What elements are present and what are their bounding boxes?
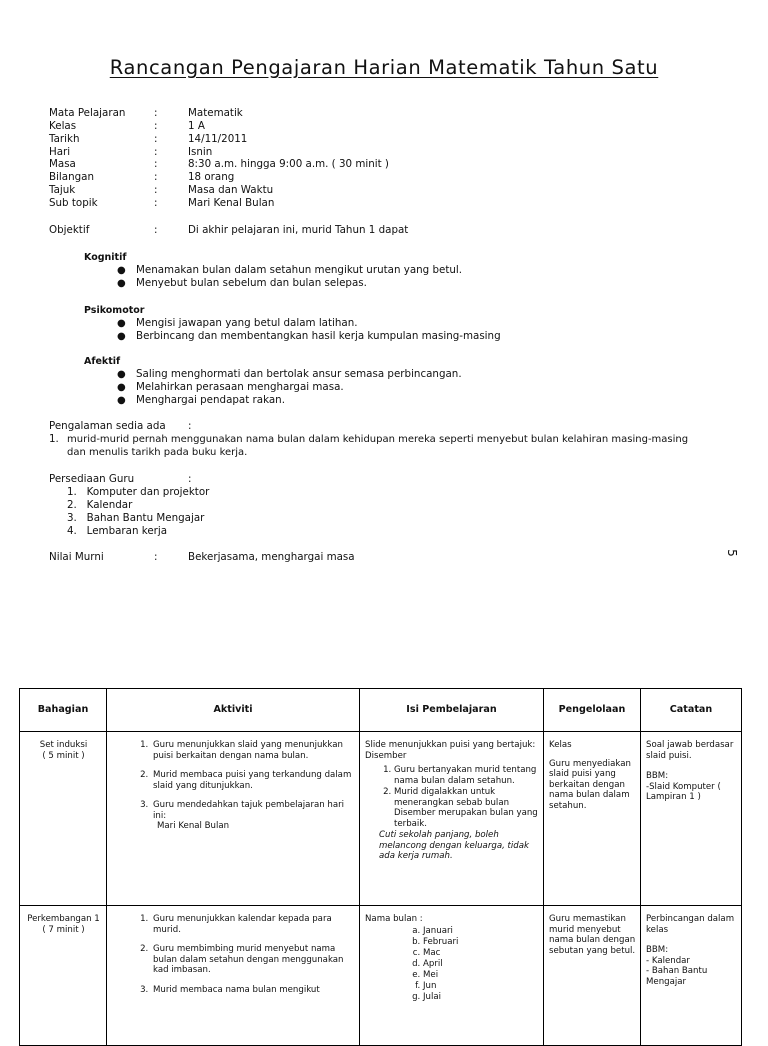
table-header-row	[20, 689, 742, 732]
bullet-icon: ●	[117, 382, 126, 393]
info-sep: :	[154, 184, 158, 196]
list-item: 3. Murid membaca nama bulan mengikut	[151, 985, 355, 996]
bullet-icon: ●	[117, 318, 126, 329]
persediaan-sep: :	[188, 473, 192, 485]
bullet-item: ● Menyebut bulan sebelum dan bulan selepas.	[117, 277, 367, 289]
section-cell: Set induksi ( 5 minit )	[20, 732, 107, 906]
activity-list	[112, 914, 355, 995]
info-value: 8:30 a.m. hingga 9:00 a.m. ( 30 minit )	[188, 158, 389, 170]
objektif-value: Di akhir pelajaran ini, murid Tahun 1 dapat	[188, 224, 409, 236]
list-item: 1. Guru bertanyakan murid tentang nama bulan dalam setahun.	[394, 765, 539, 786]
pengalaman-sep: :	[188, 420, 192, 432]
info-sep: :	[154, 197, 158, 209]
table-row	[20, 732, 742, 906]
info-sep: :	[154, 171, 158, 183]
bullet-item: ● Menghargai pendapat rakan.	[117, 394, 285, 406]
list-item: 2. Guru membimbing murid menyebut nama bulan dalam setahun dengan menggunakan kad imbasan.	[151, 944, 355, 976]
bullet-item: ● Melahirkan perasaan menghargai masa.	[117, 381, 344, 393]
info-label: Hari	[49, 146, 71, 158]
content-list	[365, 765, 539, 829]
domain-heading-afektif: Afektif	[84, 356, 121, 367]
info-label: Tajuk	[49, 184, 76, 196]
bullet-item: ● Berbincang dan membentangkan hasil kerja kumpulan masing-masing	[117, 330, 501, 342]
persediaan-item: 4. Lembaran kerja	[67, 525, 168, 537]
pengalaman-num: 1.	[49, 433, 59, 445]
page-number: 5	[724, 549, 739, 557]
list-item: c. Mac	[423, 948, 539, 959]
list-item: g. Julai	[423, 992, 539, 1003]
bullet-icon: ●	[117, 265, 126, 276]
content-cell: Nama bulan : a. Januari b. Februari c. Mac d. April e. Mei f. Jun g. Julai	[360, 906, 544, 1046]
activity-list	[112, 740, 355, 832]
info-sep: :	[154, 120, 158, 132]
objektif-label: Objektif	[49, 224, 90, 236]
info-label: Tarikh	[49, 133, 80, 145]
header-isi: Isi Pembelajaran	[360, 689, 544, 732]
info-sep: :	[154, 107, 158, 119]
info-sep: :	[154, 133, 158, 145]
content-note: Cuti sekolah panjang, boleh melancong dengan keluarga, tidak ada kerja rumah.	[379, 830, 530, 861]
bullet-icon: ●	[117, 369, 126, 380]
table-row	[20, 906, 742, 1046]
domain-heading-psikomotor: Psikomotor	[84, 305, 145, 316]
header-catatan: Catatan	[641, 689, 742, 732]
persediaan-label: Persediaan Guru	[49, 473, 135, 485]
info-label: Bilangan	[49, 171, 94, 183]
nilai-value: Bekerjasama, menghargai masa	[188, 551, 355, 563]
bullet-icon: ●	[117, 395, 126, 406]
info-sep: :	[154, 158, 158, 170]
nilai-sep: :	[154, 551, 158, 563]
pengalaman-line: dan menulis tarikh pada buku kerja.	[67, 447, 248, 458]
nilai-label: Nilai Murni	[49, 551, 104, 563]
bullet-item: ● Saling menghormati dan bertolak ansur semasa perbincangan.	[117, 368, 462, 380]
domain-heading-kognitif: Kognitif	[84, 252, 127, 263]
list-item: 3. Guru mendedahkan tajuk pembelajaran hari ini: Mari Kenal Bulan	[151, 800, 355, 832]
bullet-icon: ●	[117, 278, 126, 289]
header-bahagian: Bahagian	[20, 689, 107, 732]
objektif-sep: :	[154, 224, 158, 236]
pengalaman-line: murid-murid pernah menggunakan nama bulan dalam kehidupan mereka seperti menyebut bulan kelahiran masing-masing	[67, 434, 689, 445]
list-item: 2. Murid membaca puisi yang terkandung dalam slaid yang ditunjukkan.	[151, 770, 355, 791]
info-value: Masa dan Waktu	[188, 184, 274, 196]
info-value: Mari Kenal Bulan	[188, 197, 275, 209]
info-label: Kelas	[49, 120, 77, 132]
section-cell: Perkembangan 1 ( 7 minit )	[20, 906, 107, 1046]
info-value: 18 orang	[188, 171, 235, 183]
pengalaman-label: Pengalaman sedia ada	[49, 420, 166, 432]
header-pengelolaan: Pengelolaan	[544, 689, 641, 732]
persediaan-item: 2. Kalendar	[67, 499, 133, 511]
list-item: d. April	[423, 959, 539, 970]
info-label: Mata Pelajaran	[49, 107, 126, 119]
content-cell: Slide menunjukkan puisi yang bertajuk: Disember 1. Guru bertanyakan murid tentang nama bulan dalam setahun. 2. Murid digalakkan untuk menerangkan sebab bulan Disember merupakan bulan yang terbaik. Cuti sekolah panjang, boleh melancong dengan keluarga, tidak ada kerja rumah.	[360, 732, 544, 906]
month-list	[365, 926, 539, 1003]
page-title: Rancangan Pengajaran Harian Matematik Tahun Satu	[109, 56, 659, 79]
list-item: 1. Guru menunjukkan kalendar kepada para murid.	[151, 914, 355, 935]
list-item: a. Januari	[423, 926, 539, 937]
info-label: Masa	[49, 158, 76, 170]
info-value: Matematik	[188, 107, 243, 119]
persediaan-item: 3. Bahan Bantu Mengajar	[67, 512, 205, 524]
list-item: 2. Murid digalakkan untuk menerangkan sebab bulan Disember merupakan bulan yang terbaik.	[394, 787, 539, 829]
bullet-item: ● Mengisi jawapan yang betul dalam latihan.	[117, 317, 358, 329]
bullet-item: ● Menamakan bulan dalam setahun mengikut urutan yang betul.	[117, 264, 463, 276]
info-label: Sub topik	[49, 197, 98, 209]
info-value: 14/11/2011	[188, 133, 248, 145]
info-value: Isnin	[188, 146, 213, 158]
persediaan-item: 1. Komputer dan projektor	[67, 486, 210, 498]
list-item: b. Februari	[423, 937, 539, 948]
lesson-table	[19, 688, 742, 1046]
bullet-icon: ●	[117, 331, 126, 342]
org-cell: Guru memastikan murid menyebut nama bulan dengan sebutan yang betul.	[544, 906, 641, 1046]
info-value: 1 A	[188, 120, 205, 132]
org-cell: Kelas Guru menyediakan slaid puisi yang berkaitan dengan nama bulan dalam setahun.	[544, 732, 641, 906]
header-aktiviti: Aktiviti	[107, 689, 360, 732]
notes-cell: Soal jawab berdasar slaid puisi. BBM: -Slaid Komputer ( Lampiran 1 )	[641, 732, 742, 906]
list-item: f. Jun	[423, 981, 539, 992]
lesson-topic: Mari Kenal Bulan	[157, 821, 230, 831]
list-item: e. Mei	[423, 970, 539, 981]
info-sep: :	[154, 146, 158, 158]
activity-cell	[107, 906, 360, 1046]
list-item: 1. Guru menunjukkan slaid yang menunjukkan puisi berkaitan dengan nama bulan.	[151, 740, 355, 761]
notes-cell: Perbincangan dalam kelas BBM: - Kalendar - Bahan Bantu Mengajar	[641, 906, 742, 1046]
activity-cell	[107, 732, 360, 906]
